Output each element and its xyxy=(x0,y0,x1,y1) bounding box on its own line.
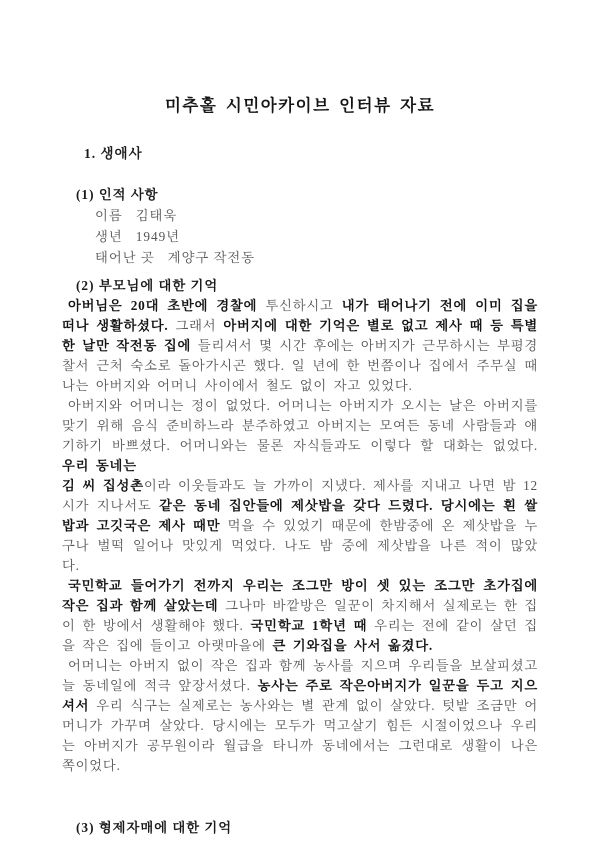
text-run: 같은 동네 집안들에 제삿밥을 갖다 드렸다. 당시에는 흰 쌀밥과 고깃국은 제사 때만 xyxy=(62,498,538,533)
personal-info-list xyxy=(62,205,538,268)
paragraph-father-memory xyxy=(62,296,538,396)
paragraph-parents-relationship xyxy=(62,396,538,476)
paragraph-village-clan xyxy=(62,476,538,576)
text-run: 그래서 xyxy=(175,318,224,333)
subsection-heading-parents-memory: (2) 부모님에 대한 기억 xyxy=(76,278,219,293)
text-run: 들리셔서 몇 시간 후에는 아버지가 근무하시는 부평경찰서 근처 숙소로 돌아가시곤 했다. 일 년에 한 번쯤이나 집에서 주무실 때 나는 아버지와 어머니 사이에서 철도 없이 자고 있었다. xyxy=(62,338,539,393)
document-title: 미추홀 시민아카이브 인터뷰 자료 xyxy=(164,96,436,115)
info-row-name xyxy=(95,205,538,226)
text-run: 아버지에 대한 기억은 별로 없고 제사 때 등 특별한 날만 작전동 집에 xyxy=(62,318,539,353)
info-value-birthplace: 계양구 작전동 xyxy=(167,250,256,265)
paragraph-childhood-house xyxy=(62,576,538,656)
info-value-birth-year: 1949년 xyxy=(135,229,181,244)
subsection-heading-siblings-memory: (3) 형제자매에 대한 기억 xyxy=(76,820,233,835)
text-run: 그나마 바깥방은 일꾼이 차지해서 실제로는 한 집이 한 방에서 생활해야 했다. xyxy=(62,598,538,633)
info-label-name: 이름 xyxy=(95,208,123,223)
text-run: 아버지와 어머니는 정이 없었다. 어머니는 아버지가 오시는 날은 아버지를 맞기 위해 음식 준비하느라 분주하였고 아버지는 모여든 동네 사람들과 얘기하기 바쁘셨다. 어머니와는 물론 자식들과도 이렇다 할 대화는 없었다. xyxy=(62,398,538,453)
text-run: 우리 식구는 실제로는 농사와는 별 관계 없이 살았다. 텃밭 조금만 어머니가 가꾸며 살았다. 당시에는 모두가 먹고살기 힘든 시절이었으나 우리는 아버지가 공무원이라 월급을 타니까 동네에서는 그런대로 생활이 나은 쪽이었다. xyxy=(62,698,538,773)
text-run: 내가 태어나기 전에 이미 집을 떠나 생활하셨다. xyxy=(62,298,538,333)
info-label-birth-year: 생년 xyxy=(95,229,123,244)
info-row-birthplace xyxy=(95,247,538,268)
parents-memory-text xyxy=(62,296,538,776)
subsection-heading-personal-info: (1) 인적 사항 xyxy=(76,187,159,202)
info-row-birth-year xyxy=(95,226,538,247)
text-run: 농사는 주로 작은아버지가 일꾼을 두고 지으셔서 xyxy=(62,678,538,713)
paragraph-mother-farming xyxy=(62,656,538,776)
text-run: 어머니는 아버지 없이 작은 집과 함께 농사를 지으며 우리들을 보살피셨고 늘 동네일에 적극 앞장서셨다. xyxy=(62,658,538,693)
text-run: 아버님은 20대 초반에 경찰에 xyxy=(68,298,266,313)
text-run: 투신하시고 xyxy=(265,298,342,313)
text-run: 이라 이웃들과도 늘 가까이 지냈다. 제사를 지내고 나면 밤 12시가 지나서도 xyxy=(62,478,539,513)
text-run: 우리는 전에 같이 살던 집을 작은 집에 들이고 아랫마을에 xyxy=(62,618,538,653)
info-label-birthplace: 태어난 곳 xyxy=(95,250,155,265)
text-run: 먹을 수 있었기 때문에 한밤중에 온 제삿밥을 누구나 벌떡 일어나 맛있게 먹었다. 나도 밤 중에 제삿밥을 나른 적이 많았다. xyxy=(62,518,538,573)
text-run: 큰 기와집을 사서 옮겼다. xyxy=(272,638,433,653)
text-run: 국민학교 1학년 때 xyxy=(250,618,375,633)
text-run: 국민학교 들어가기 전까지 우리는 조그만 방이 셋 있는 조그만 초가집에 작은 집과 함께 살았는데 xyxy=(62,578,538,613)
info-value-name: 김태욱 xyxy=(135,208,178,223)
text-run: 김 씨 집성촌 xyxy=(62,478,144,493)
text-run: 우리 동네는 xyxy=(62,458,137,473)
section-heading-life-history: 1. 생애사 xyxy=(84,146,143,161)
